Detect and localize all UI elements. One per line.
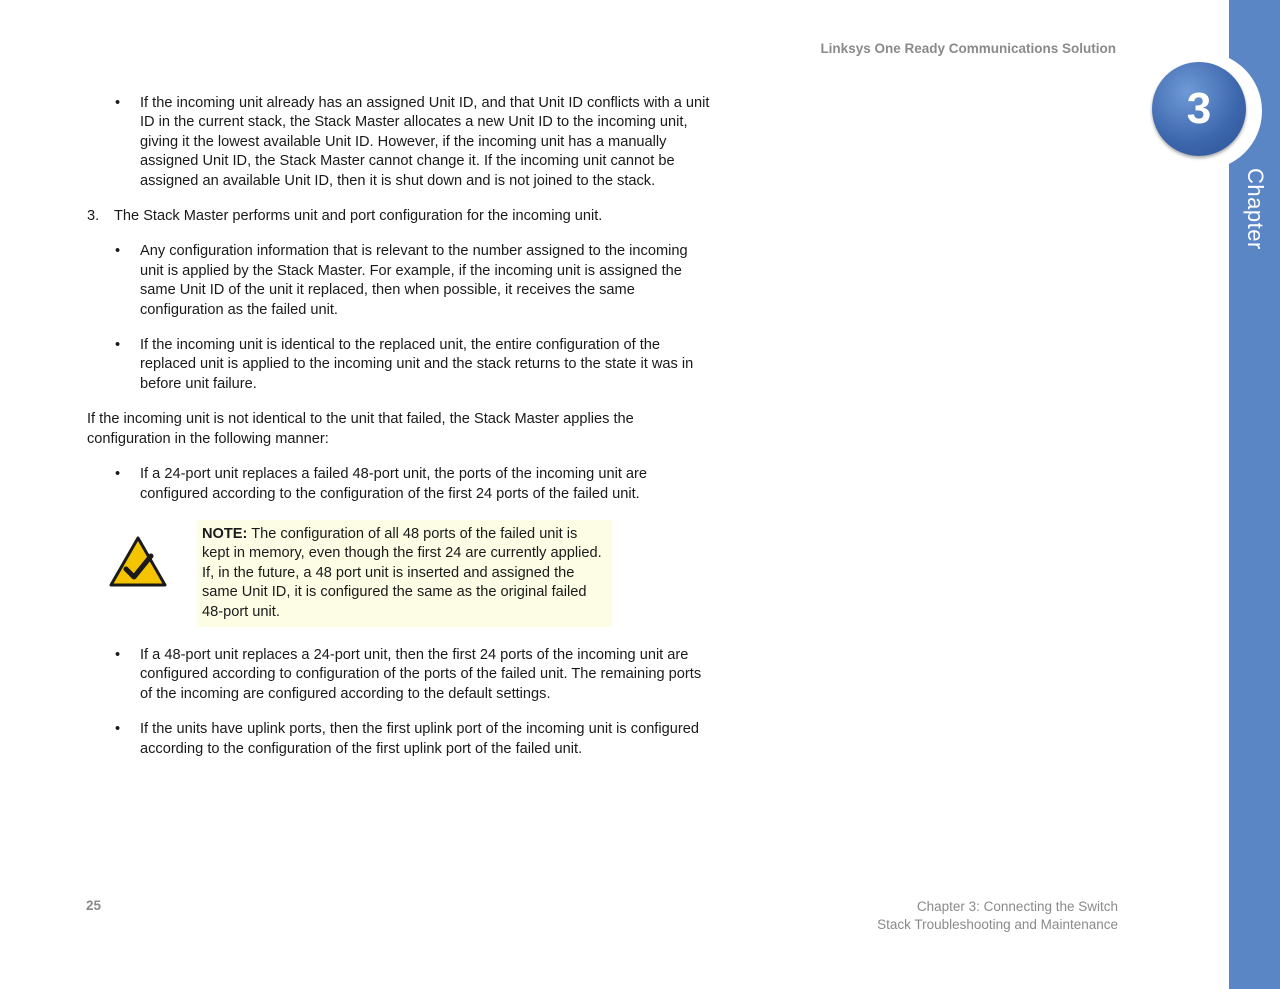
bullet-marker: • xyxy=(115,243,121,260)
note-label: NOTE: xyxy=(202,525,248,542)
note-text: The configuration of all 48 ports of the failed unit is kept in memory, even though the first 24 are currently applied. If, in the future, a 48 port unit is inserted and assigned the same Unit ID, it is configured the same as the original failed 48-port unit. xyxy=(202,525,602,620)
bullet-marker: • xyxy=(115,721,121,738)
bullet-uplink xyxy=(87,720,712,759)
bullet-marker: • xyxy=(115,646,121,663)
checkmark-warning-triangle-icon xyxy=(109,536,167,588)
footer-chapter-info xyxy=(877,898,1118,934)
bullet-text: If the units have uplink ports, then the first uplink port of the incoming unit is configured according to the configuration of the first uplink port of the failed unit. xyxy=(140,721,699,757)
note-block xyxy=(87,520,712,638)
step-3 xyxy=(87,207,712,226)
step-number: 3. xyxy=(87,208,100,225)
bullet-24-replaces-48 xyxy=(87,465,712,504)
chapter-tab-label: Chapter xyxy=(1243,168,1268,250)
page-body xyxy=(87,94,712,775)
note-box xyxy=(197,520,612,627)
footer-chapter-line: Chapter 3: Connecting the Switch xyxy=(916,899,1118,914)
bullet-48-replaces-24 xyxy=(87,646,712,704)
page-number: 25 xyxy=(86,898,102,913)
bullet-unit-id xyxy=(87,94,712,191)
bullet-config-info xyxy=(87,242,712,320)
bullet-text: If a 48-port unit replaces a 24-port unit, then the first 24 ports of the incoming unit are configured according to configuration of the ports of the failed unit. The remaining ports of the incoming are configured according to the default settings. xyxy=(140,646,702,702)
bullet-marker: • xyxy=(115,337,121,354)
paragraph-not-identical: If the incoming unit is not identical to the unit that failed, the Stack Master applies the configuration in the following manner: xyxy=(87,411,634,447)
chapter-number-badge: 3 xyxy=(1152,62,1246,156)
bullet-marker: • xyxy=(115,95,121,111)
document-header: Linksys One Ready Communications Solution xyxy=(820,41,1116,56)
bullet-marker: • xyxy=(115,466,121,483)
bullet-identical xyxy=(87,336,712,394)
bullet-text: If the incoming unit already has an assigned Unit ID, and that Unit ID conflicts with a unit ID in the current stack, the Stack Master allocates a new Unit ID to the incoming unit, giving it the lowest available Unit ID. However, if the incoming unit has a manually assigned Unit ID, the Stack Master cannot change it. If the incoming unit cannot be assigned an available Unit ID, then it is shut down and is not joined to the stack. xyxy=(140,95,710,189)
bullet-text: Any configuration information that is relevant to the number assigned to the incoming unit is applied by the Stack Master. For example, if the incoming unit is assigned the same Unit ID of the unit it replaced, then when possible, it receives the same configuration as the failed unit. xyxy=(140,243,688,318)
bullet-text: If the incoming unit is identical to the replaced unit, the entire configuration of the replaced unit is applied to the incoming unit and the stack returns to the state it was in before unit failure. xyxy=(140,337,694,392)
step-text: The Stack Master performs unit and port configuration for the incoming unit. xyxy=(114,208,603,225)
bullet-text: If a 24-port unit replaces a failed 48-port unit, the ports of the incoming unit are configured according to the configuration of the first 24 ports of the failed unit. xyxy=(140,466,648,502)
footer-section-line: Stack Troubleshooting and Maintenance xyxy=(877,917,1118,932)
